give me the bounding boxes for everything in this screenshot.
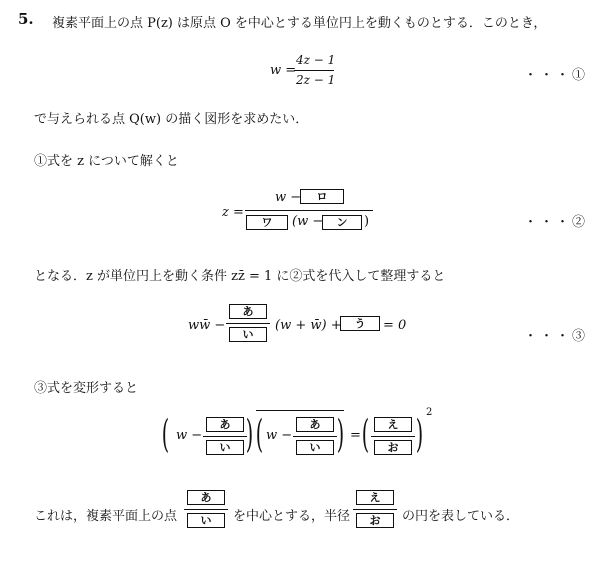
eq4-equals: = xyxy=(350,428,361,443)
answer-box-i[interactable]: い xyxy=(229,327,267,342)
eq2-den-open: (w − xyxy=(292,214,324,229)
answer-box-wa[interactable]: ワ xyxy=(246,215,288,230)
conclusion-part2: を中心とする，半径 xyxy=(233,509,351,524)
answer-box-a[interactable]: あ xyxy=(229,304,267,319)
eq4-box-e[interactable]: え xyxy=(374,417,412,432)
eq1-marker: ・・・① xyxy=(524,68,589,83)
eq4-box-i-1[interactable]: い xyxy=(206,440,244,455)
eq3-marker: ・・・③ xyxy=(524,329,589,344)
eq4-paren-open-2: ( xyxy=(255,412,264,456)
eq4-paren-close-3: ) xyxy=(415,412,424,456)
answer-box-ro[interactable]: ロ xyxy=(300,189,344,204)
conclusion-part3: の円を表している． xyxy=(402,509,520,524)
eq4-w-minus-2: w − xyxy=(266,428,293,443)
eq4-exponent: 2 xyxy=(426,407,433,418)
conclusion-box-i[interactable]: い xyxy=(187,513,225,528)
conclusion-box-e[interactable]: え xyxy=(356,490,394,505)
problem-intro: 複素平面上の点 P(z) は原点 O を中心とする単位円上を動くものとする．このとき， xyxy=(52,16,547,31)
eq1-fraction-bar xyxy=(294,70,334,71)
eq3-fraction-bar xyxy=(226,323,270,324)
conclusion-box-o[interactable]: お xyxy=(356,513,394,528)
conclusion-fraction-bar-2 xyxy=(353,509,397,510)
eq2-lhs: z = xyxy=(222,205,244,220)
eq4-conjugate-bar xyxy=(256,410,344,411)
eq1-numerator: 4z − 1 xyxy=(296,53,336,67)
eq4-paren-close-2: ) xyxy=(336,412,345,456)
eq2-den-close: ) xyxy=(364,214,370,229)
answer-box-n[interactable]: ン xyxy=(322,215,362,230)
eq4-box-a-1[interactable]: あ xyxy=(206,417,244,432)
eq3-rhs: = 0 xyxy=(383,318,407,333)
answer-box-u[interactable]: う xyxy=(340,316,380,331)
eq4-box-a-2[interactable]: あ xyxy=(296,417,334,432)
conclusion-fraction-bar-1 xyxy=(184,509,228,510)
eq2-num-prefix: w − xyxy=(275,190,302,205)
conclusion-part1: これは，複素平面上の点 xyxy=(34,509,178,524)
text-q-point: で与えられる点 Q(w) の描く図形を求めたい． xyxy=(34,112,309,127)
eq4-fraction-bar-3 xyxy=(371,436,415,437)
text-solve-z: ①式を z について解くと xyxy=(34,154,179,169)
eq2-fraction-bar xyxy=(245,210,373,211)
eq4-w-minus-1: w − xyxy=(176,428,203,443)
eq4-paren-open-1: ( xyxy=(161,412,170,456)
eq3-middle: (w + w̄) + xyxy=(275,318,342,333)
text-unit-circle-condition: となる．z が単位円上を動く条件 zz̄ = 1 に②式を代入して整理すると xyxy=(34,269,446,284)
eq4-fraction-bar-2 xyxy=(293,436,337,437)
eq4-paren-open-3: ( xyxy=(361,412,370,456)
eq2-marker: ・・・② xyxy=(524,215,589,230)
eq1-denominator: 2z − 1 xyxy=(296,73,336,87)
eq4-fraction-bar-1 xyxy=(203,436,247,437)
eq4-box-o[interactable]: お xyxy=(374,440,412,455)
eq1-lhs: w = xyxy=(270,63,297,78)
eq3-lhs: ww̄ − xyxy=(188,318,226,333)
conclusion-box-a[interactable]: あ xyxy=(187,490,225,505)
text-transform: ③式を変形すると xyxy=(34,381,139,396)
problem-number: 5. xyxy=(18,10,34,28)
eq4-paren-close-1: ) xyxy=(245,412,254,456)
eq4-box-i-2[interactable]: い xyxy=(296,440,334,455)
